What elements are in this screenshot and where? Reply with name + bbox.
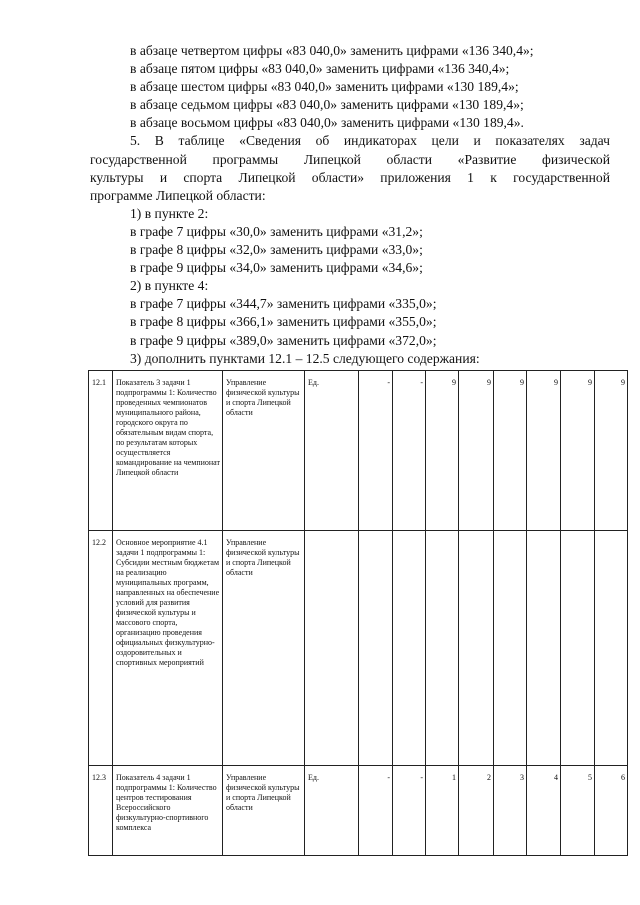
table-row [89,531,628,766]
section-5-line: культуры и спорта Липецкой области» приложения 1 к государственной [90,169,610,185]
paragraph-line: в абзаце пятом цифры «83 040,0» заменить цифрами «136 340,4»; [130,61,510,77]
indicators-table [88,370,628,856]
item-line: 3) дополнить пунктами 12.1 – 12.5 следующего содержания: [130,350,480,366]
row-value [561,531,595,766]
row-name: Показатель 4 задачи 1 подпрограммы 1: Количество центров тестирования Всероссийского физкультурно-спортивного комплекса [113,766,223,856]
row-name: Основное мероприятие 4.1 задачи 1 подпрограммы 1: Субсидии местным бюджетам на реализацию муниципальных программ, направленных на обеспечение условий для развития физической культуры и массового спорта, организацию проведения официальных физкультурно-оздоровительных и спортивных мероприятий [113,531,223,766]
row-name: Показатель 3 задачи 1 подпрограммы 1: Количество проведенных чемпионатов муниципального района, городского округа по обязательным видам спорта, по результатам которых осуществляется командирование на чемпионат Липецкой области [113,371,223,531]
section-5-line: программе Липецкой области: [90,187,266,203]
row-value [527,531,561,766]
row-value: - [359,371,393,531]
row-value: - [359,766,393,856]
row-value: - [393,371,426,531]
item-line: в графе 8 цифры «32,0» заменить цифрами «33,0»; [130,242,423,258]
row-value: 9 [426,371,459,531]
row-number: 12.2 [89,531,113,766]
item-line: в графе 9 цифры «34,0» заменить цифрами «34,6»; [130,260,423,276]
paragraph-line: в абзаце седьмом цифры «83 040,0» заменить цифрами «130 189,4»; [130,97,524,113]
section-5-line: государственной программы Липецкой области «Развитие физической [90,151,610,167]
item-line: 1) в пункте 2: [130,205,209,221]
table-row [89,766,628,856]
row-value: 5 [561,766,595,856]
row-number: 12.1 [89,371,113,531]
row-value: 9 [561,371,595,531]
item-line: в графе 7 цифры «30,0» заменить цифрами «31,2»; [130,223,423,239]
document-body [90,42,610,368]
row-value: 2 [459,766,494,856]
row-value: 9 [595,371,628,531]
row-organization: Управление физической культуры и спорта Липецкой области [223,531,305,766]
row-unit: Ед. [305,766,359,856]
row-value: 6 [595,766,628,856]
row-organization: Управление физической культуры и спорта Липецкой области [223,766,305,856]
row-value [494,531,527,766]
paragraph-line: в абзаце четвертом цифры «83 040,0» заменить цифрами «136 340,4»; [130,43,534,58]
row-value [459,531,494,766]
row-unit: Ед. [305,371,359,531]
item-line: в графе 8 цифры «366,1» заменить цифрами «355,0»; [130,314,437,330]
row-value: 9 [494,371,527,531]
row-value: 9 [527,371,561,531]
paragraph-line: в абзаце восьмом цифры «83 040,0» заменить цифрами «130 189,4». [130,115,524,131]
paragraph-line: в абзаце шестом цифры «83 040,0» заменить цифрами «130 189,4»; [130,79,519,95]
section-5-paragraph [90,132,610,204]
item-line: в графе 7 цифры «344,7» заменить цифрами «335,0»; [130,296,437,312]
row-value: 1 [426,766,459,856]
row-organization: Управление физической культуры и спорта Липецкой области [223,371,305,531]
row-value: 3 [494,766,527,856]
row-number: 12.3 [89,766,113,856]
section-5-line: 5. В таблице «Сведения об индикаторах цели и показателях задач [130,133,610,149]
row-value: 9 [459,371,494,531]
row-value: - [393,766,426,856]
row-value [359,531,393,766]
table-row [89,371,628,531]
item-line: в графе 9 цифры «389,0» заменить цифрами «372,0»; [130,332,437,348]
row-value: 4 [527,766,561,856]
row-value [426,531,459,766]
row-value [393,531,426,766]
row-unit [305,531,359,766]
row-value [595,531,628,766]
item-line: 2) в пункте 4: [130,278,209,294]
